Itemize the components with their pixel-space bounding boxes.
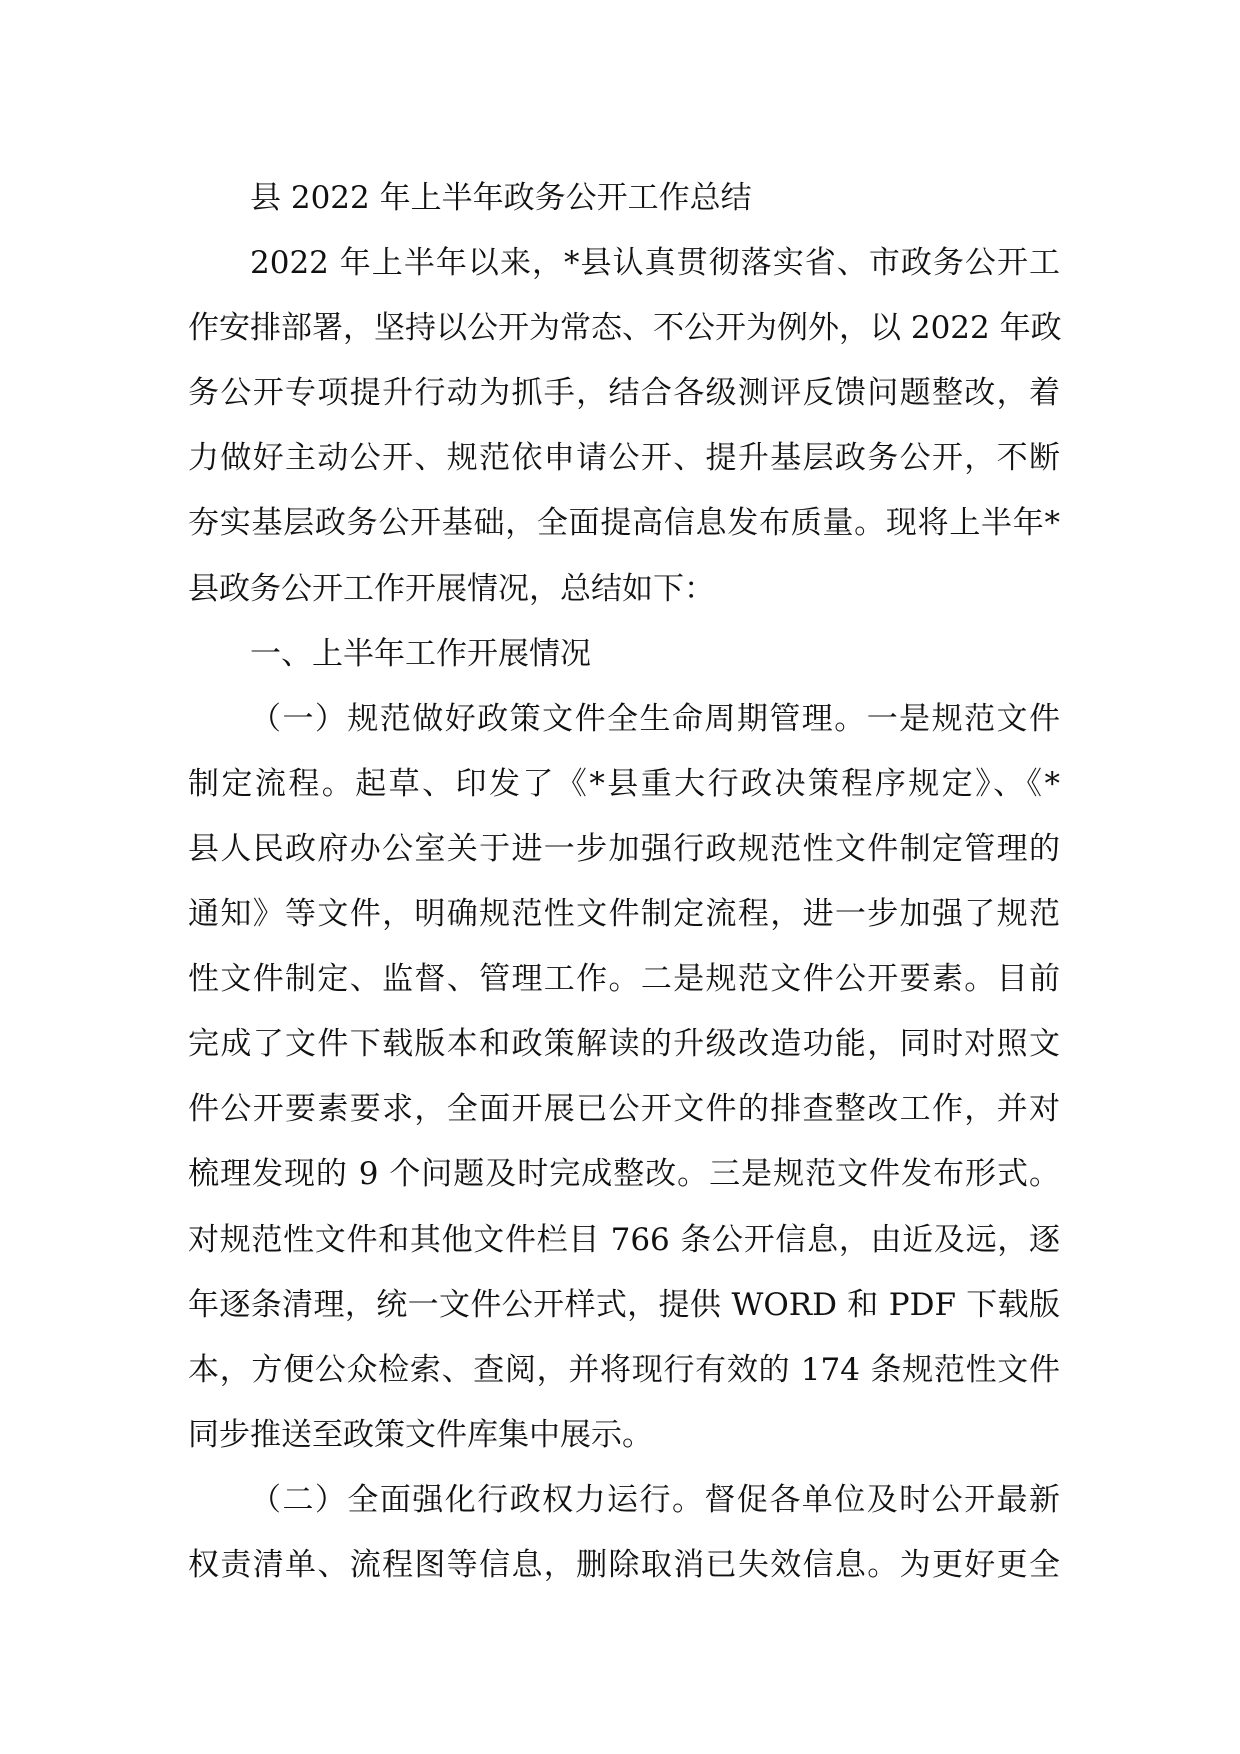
paragraph-line: 县政务公开工作开展情况，总结如下： [188, 570, 715, 607]
paragraph-line: 作安排部署，坚持以公开为常态、不公开为例外，以 2022 年政 [188, 310, 1062, 347]
paragraph-line: 力做好主动公开、规范依申请公开、提升基层政务公开，不断 [188, 440, 1060, 477]
paragraph-line: （一）规范做好政策文件全生命周期管理。一是规范文件 [250, 700, 1060, 737]
paragraph-intro [188, 231, 1060, 622]
paragraph-line: 通知》等文件，明确规范性文件制定流程，进一步加强了规范 [188, 896, 1060, 933]
paragraph-line: 梳理发现的 9 个问题及时完成整改。三是规范文件发布形式。 [188, 1156, 1060, 1193]
paragraph-administrative-power [188, 1468, 1060, 1598]
paragraph-line: 件公开要素要求，全面开展已公开文件的排查整改工作，并对 [188, 1091, 1060, 1128]
paragraph-line: 县人民政府办公室关于进一步加强行政规范性文件制定管理的 [188, 830, 1060, 867]
paragraph-line: 本，方便公众检索、查阅，并将现行有效的 174 条规范性文件 [188, 1351, 1060, 1388]
document-title: 县 2022 年上半年政务公开工作总结 [250, 180, 752, 216]
paragraph-line: 制定流程。起草、印发了《*县重大行政决策程序规定》、《* [188, 765, 1060, 802]
paragraph-line: 完成了文件下载版本和政策解读的升级改造功能，同时对照文 [188, 1026, 1060, 1063]
section-heading-line: 一、上半年工作开展情况 [250, 635, 591, 672]
paragraph-line: 性文件制定、监督、管理工作。二是规范文件公开要素。目前 [188, 961, 1060, 998]
paragraph-line: （二）全面强化行政权力运行。督促各单位及时公开最新 [250, 1481, 1060, 1518]
paragraph-line: 务公开专项提升行动为抓手，结合各级测评反馈问题整改，着 [188, 375, 1060, 412]
paragraph-line: 同步推送至政策文件库集中展示。 [188, 1416, 653, 1453]
paragraph-line: 夯实基层政务公开基础，全面提高信息发布质量。现将上半年* [188, 505, 1060, 542]
document-body [188, 166, 1060, 1598]
paragraph-line: 年逐条清理，统一文件公开样式，提供 WORD 和 PDF 下载版 [188, 1286, 1060, 1323]
section-heading [188, 622, 1060, 687]
paragraph-policy-documents [188, 687, 1060, 1468]
paragraph-line: 权责清单、流程图等信息，删除取消已失效信息。为更好更全 [188, 1546, 1060, 1583]
paragraph-line: 对规范性文件和其他文件栏目 766 条公开信息，由近及远，逐 [188, 1221, 1060, 1258]
paragraph-line: 2022 年上半年以来，*县认真贯彻落实省、市政务公开工 [250, 245, 1060, 282]
